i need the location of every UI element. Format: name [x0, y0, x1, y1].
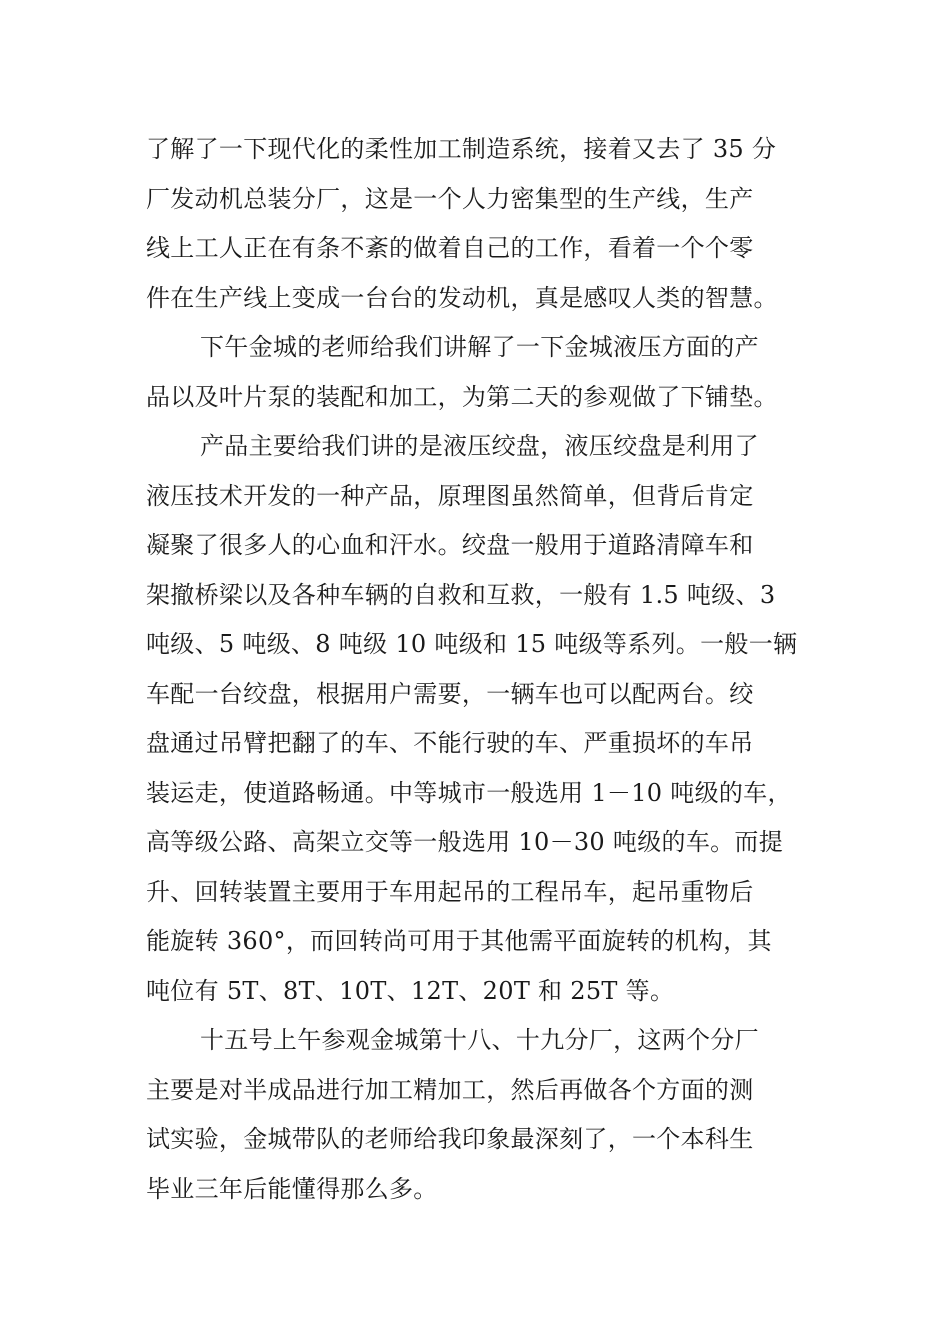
- text-line: 吨位有 5T、8T、10T、12T、20T 和 25T 等。: [146, 976, 675, 1005]
- text-line: 凝聚了很多人的心血和汗水。绞盘一般用于道路清障车和: [146, 531, 754, 559]
- paragraph: [146, 1016, 810, 1214]
- text-line: 了解了一下现代化的柔性加工制造系统，接着又去了 35 分: [146, 135, 777, 163]
- paragraph: [146, 125, 810, 323]
- paragraph: [146, 422, 810, 1016]
- text-line: 高等级公路、高架立交等一般选用 10－30 吨级的车。而提: [146, 828, 784, 856]
- text-line: 下午金城的老师给我们讲解了一下金城液压方面的产: [200, 333, 759, 361]
- text-line: 主要是对半成品进行加工精加工，然后再做各个方面的测: [146, 1075, 754, 1104]
- text-line: 装运走，使道路畅通。中等城市一般选用 1－10 吨级的车，: [146, 778, 792, 807]
- text-line: 件在生产线上变成一台台的发动机，真是感叹人类的智慧。: [146, 283, 778, 312]
- text-line: 架撤桥梁以及各种车辆的自救和互救，一般有 1.5 吨级、3: [146, 580, 776, 609]
- body-text: [146, 125, 810, 1214]
- paragraph: [146, 323, 810, 422]
- text-line: 厂发动机总装分厂，这是一个人力密集型的生产线，生产: [146, 184, 754, 213]
- text-line: 试实验，金城带队的老师给我印象最深刻了，一个本科生: [146, 1125, 754, 1153]
- text-line: 车配一台绞盘，根据用户需要，一辆车也可以配两台。绞: [146, 679, 754, 708]
- text-line: 液压技术开发的一种产品，原理图虽然简单，但背后肯定: [146, 481, 754, 510]
- text-line: 吨级、5 吨级、8 吨级 10 吨级和 15 吨级等系列。一般一辆: [146, 630, 798, 658]
- text-line: 品以及叶片泵的装配和加工，为第二天的参观做了下铺垫。: [146, 382, 778, 411]
- text-line: 毕业三年后能懂得那么多。: [146, 1174, 438, 1203]
- text-line: 能旋转 360°，而回转尚可用于其他需平面旋转的机构，其: [146, 927, 772, 955]
- text-line: 十五号上午参观金城第十八、十九分厂，这两个分厂: [200, 1026, 759, 1054]
- text-line: 产品主要给我们讲的是液压绞盘，液压绞盘是利用了: [200, 432, 759, 460]
- text-line: 升、回转装置主要用于车用起吊的工程吊车，起吊重物后: [146, 877, 754, 906]
- text-line: 盘通过吊臂把翻了的车、不能行驶的车、严重损坏的车吊: [146, 729, 754, 757]
- text-line: 线上工人正在有条不紊的做着自己的工作，看着一个个零: [146, 234, 754, 262]
